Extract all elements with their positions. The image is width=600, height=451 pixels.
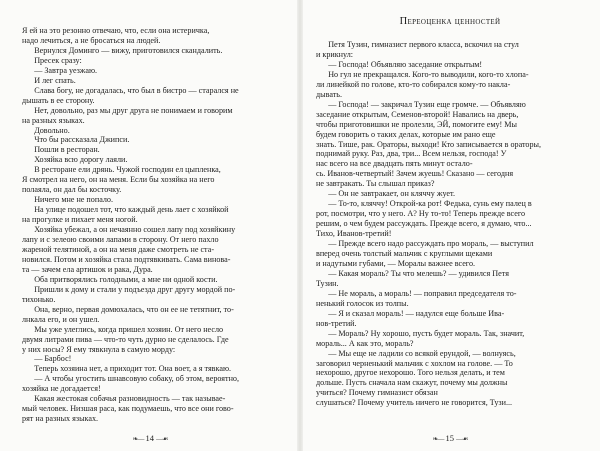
text-line: Но гул не прекращался. Кого-то выводили, кого-то хлопа- [316, 69, 529, 79]
text-line: знать. Тише, рак. Ораторы, выходи! Кто записывается в ораторы, [316, 139, 542, 149]
right-page-text [316, 40, 584, 408]
text-line: полаяла, он дал бы косточку. [22, 185, 122, 195]
text-line: Мы уже улеглись, когда пришел хозяин. От него несло [22, 324, 224, 334]
text-line: — Какая мораль? Ты что мелешь? — удивился Петя [316, 268, 509, 278]
ornament-left-icon: ❧— [432, 435, 444, 443]
text-line: На улице подошел тот, что каждый день лает с хозяйкой [22, 205, 229, 215]
right-page-number: 15 [445, 433, 455, 443]
text-line: на прогулке и пихает меня ногой. [22, 215, 138, 225]
text-line: — Господа! Объявляю заседание открытым! [316, 59, 483, 69]
text-line: И лег спать. [22, 75, 76, 85]
text-line: рот, посмотри, что у него. А? Ну то-то! Теперь прежде всего [316, 209, 526, 219]
text-line: В ресторане ели дрянь. Чужой господин ел цыпленка, [22, 165, 221, 175]
text-line: надо лечиться, а не бросаться на людей. [22, 35, 161, 45]
text-line: решим, о чем будем рассуждать. Прежде всего, я думаю, что... [316, 219, 532, 229]
text-line: — Он не завтракает, он кляччу жует. [316, 189, 455, 199]
text-line: — Барбос! [22, 354, 72, 364]
ornament-left-icon: ❧— [132, 435, 144, 443]
text-line: Она, верно, первая домюхалась, что он ее не тетятнит, то- [22, 304, 234, 314]
text-line: ненький голосок из толпы. [316, 298, 409, 308]
text-line: Пошли в ресторан. [22, 145, 100, 155]
text-line: мораль... А как это, мораль? [316, 338, 414, 348]
ornament-right-icon: —☙ [456, 435, 468, 443]
text-line: вперед очень толстый мальчик с круглыми щеками [316, 249, 493, 259]
text-line: чтобы приготовишки не пролезли, ЭЙ, помогите ему! Мы [316, 119, 517, 129]
text-line: Хозяйка всю дорогу лаяли. [22, 155, 128, 165]
text-line: слушаться? Почему учитель ничего не говорится, Тузи... [316, 398, 513, 408]
text-line: рят на разных языках. [22, 414, 99, 424]
text-line: двумя литрами пива — что-то чуть дурно не сделалось. Где [22, 334, 229, 344]
text-line: нехорошо, другое нехорошо. Того нельзя делать, и тем [316, 368, 505, 378]
text-line: лнкала его, и он ушел. [22, 314, 100, 324]
text-line: жареной телятиной, а он на меня даже смотреть не ста- [22, 244, 215, 254]
text-line: нов-третий. [316, 318, 357, 328]
text-line: — То-то, кляччу! Открой-ка рот! Федька, сунь ему палец в [316, 199, 532, 209]
text-line: Нет, довольно, раз мы друг друга не понимаем и говорим [22, 105, 233, 115]
text-line: и крикнул: [316, 49, 354, 59]
text-line: Оба притворялись голодными, а мне ни одной кости. [22, 274, 218, 284]
text-line: нас всего на все двадцать пять минут остало- [316, 159, 473, 169]
text-line: дышать в ее сторону. [22, 95, 95, 105]
text-line: Пришли к дому и стали у подъезда друг другу мордой по- [22, 284, 236, 294]
text-line: сь. Иванов-четвертый! Зачем жуешь! Сказано — сегодня [316, 169, 514, 179]
text-line: Вернулся Доминго — вижу, приготовился скандалить. [22, 45, 223, 55]
text-line: Петя Тузин, гимназист первого класса, вскочил на стул [316, 40, 519, 49]
left-page-number: 14 [145, 433, 155, 443]
text-line: тихонько. [22, 294, 56, 304]
left-page-text [22, 26, 290, 424]
left-page-folio [0, 433, 300, 443]
text-line: хозяйка не догадается! [22, 384, 101, 394]
ornament-right-icon: —☙ [156, 435, 168, 443]
text-line: новился. Потом и хозяйка стала подтявкивать. Сама винова- [22, 254, 231, 264]
text-line: дывать. [316, 89, 343, 99]
text-line: — Господа! — закричал Тузин еще громче. — Объявляю [316, 99, 526, 109]
text-line: Тихо, Иванов-третий! [316, 229, 392, 239]
text-line: Довольно. [22, 125, 70, 135]
right-page [300, 0, 600, 451]
text-line: — Я и сказал мораль! — надулся еще больше Ива- [316, 308, 505, 318]
text-line: заговорил черненький мальчик с хохлом на голове. — То [316, 358, 513, 368]
text-line: ли линейкой по голове, кто-то собирался кому-то накла- [316, 79, 511, 89]
text-line: Ничего мне не попало. [22, 195, 114, 205]
text-line: Я смотрел на него, он на меня. Если бы хозяйка на него [22, 175, 215, 185]
text-line: учиться? Почему гимназист обязан [316, 388, 438, 398]
text-line: та — зачем ела артишок и рака, Дура. [22, 264, 153, 274]
text-line: мый человек. Низшая раса, как подумаешь, что все они гово- [22, 404, 234, 414]
text-line: поднимай руку. Раз, два, три... Всем нельзя, господа! У [316, 149, 507, 159]
text-line: Какая жестокая собачья разновидность — так называе- [22, 394, 226, 404]
text-line: не завтракать. Ты слышал приказ? [316, 179, 435, 189]
text-line: — Не мораль, а мораль! — поправил председателя то- [316, 288, 517, 298]
text-line: — Прежде всего надо рассуждать про мораль, — выступил [316, 239, 534, 249]
text-line: на разных языках. [22, 115, 85, 125]
text-line: Я ей на это резонно отвечаю, что, если она истеричка, [22, 26, 210, 35]
chapter-header: Переоценка ценностей [399, 16, 501, 27]
text-line: Теперь хозяина нет, а приходит тот. Она воет, а я тявкаю. [22, 364, 232, 374]
text-line: и надутыми губами, — Моралы важнее всего. [316, 258, 476, 268]
text-line: заседание открытым, Семенов-второй! Навались на дверь, [316, 109, 519, 119]
text-line: — Мы еще не ладили со всякой ерундой, — волнуясь, [316, 348, 516, 358]
text-line: Пресек сразу: [22, 55, 82, 65]
text-line: Тузин. [316, 278, 339, 288]
text-line: Слава богу, не догадалась, что был в бистро — старался не [22, 85, 239, 95]
text-line: — А чтобы угостить шнавсовую собаку, об этом, вероятно, [22, 374, 240, 384]
text-line: у них носы? Я ему тявкнула в самую морду: [22, 344, 176, 354]
right-page-folio [300, 433, 600, 443]
text-line: будем говорить о таких делах, которые им рано еще [316, 129, 496, 139]
text-line: Что бы рассказала Джипси. [22, 135, 130, 145]
text-line: Хозяйка убежал, а он нечаянно сошел лапу под хозяйкину [22, 225, 236, 235]
text-line: — Завтра уезжаю. [22, 65, 98, 75]
text-line: — Мораль? Ну хорошо, пусть будет мораль. Так, значит, [316, 328, 525, 338]
text-line: лапу и с зелеою своими лапами в сторону. От него пахло [22, 235, 219, 245]
text-line: дольше. Пусть сначала нам скажут, почему мы должны [316, 378, 508, 388]
